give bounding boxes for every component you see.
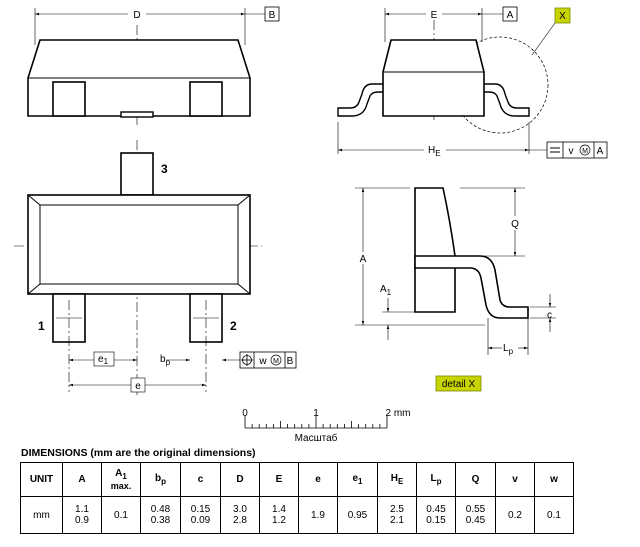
table-header-cell: Q (456, 463, 496, 497)
table-cell: 0.48 0.38 (141, 497, 181, 534)
table-header-cell: E (260, 463, 299, 497)
datum-A-label: A (506, 10, 514, 21)
scale-tick-0: 0 (242, 408, 248, 419)
table-cell: 1.4 1.2 (260, 497, 299, 534)
svg-text:M: M (273, 358, 279, 365)
table-header-cell: $H_E$ (378, 463, 417, 497)
detail-x-view (355, 188, 556, 391)
gull-wing-lead-right (482, 84, 529, 116)
scale-tick-2: 2 mm (385, 408, 411, 419)
table-header-cell: UNIT (21, 463, 63, 497)
tolerance-frame-w (240, 352, 296, 368)
table-cell: 1.9 (299, 497, 338, 534)
label-D: D (133, 10, 141, 21)
table-header-cell: $L_p$ (417, 463, 456, 497)
label-E: E (430, 10, 438, 21)
table-cell: mm (21, 497, 63, 534)
table-header-cell: $b_p$ (141, 463, 181, 497)
pin-3-label: 3 (161, 162, 168, 176)
table-header-cell: A (63, 463, 102, 497)
label-bp: $b_p$ (160, 354, 171, 367)
label-c: c (547, 310, 552, 321)
table-row (21, 497, 574, 534)
label-A1: $A_1$ (380, 284, 392, 297)
scale-bar (242, 408, 410, 444)
label-Q: Q (511, 219, 519, 230)
svg-text:w: w (259, 356, 267, 367)
pin-2-label: 2 (230, 319, 237, 333)
detail-x-caption: detail X (441, 379, 476, 390)
lead-3-top (121, 153, 153, 195)
svg-text:B: B (286, 356, 294, 367)
label-e1: $e_1$ (98, 354, 109, 366)
pin-1-label: 1 (38, 319, 45, 333)
scale-tick-1: 1 (313, 408, 319, 419)
datum-B-label: B (268, 10, 276, 21)
table-header-cell: w (535, 463, 574, 497)
table-header-cell: D (221, 463, 260, 497)
side-view (338, 7, 607, 158)
dimensions-title: DIMENSIONS (mm are the original dimensions) (21, 447, 256, 459)
tolerance-frame-v (547, 142, 607, 158)
table-header-cell: e (299, 463, 338, 497)
lead-3-side (121, 112, 153, 117)
package-plan-body (28, 195, 250, 294)
svg-text:v: v (568, 146, 574, 157)
svg-text:A: A (596, 146, 604, 157)
label-Lp: $L_p$ (503, 343, 514, 356)
plan-view (14, 140, 296, 395)
detail-X-marker-label: X (559, 11, 566, 22)
svg-text:M: M (582, 148, 588, 155)
label-e: e (135, 381, 141, 392)
table-header-row (21, 463, 574, 497)
table-cell: 3.0 2.8 (221, 497, 260, 534)
table-header-cell: $A_1$ max. (102, 463, 141, 497)
gull-wing-lead-left (338, 84, 385, 116)
table-cell: 0.55 0.45 (456, 497, 496, 534)
package-end-body (383, 40, 484, 116)
table-cell: 0.45 0.15 (417, 497, 456, 534)
table-cell: 0.95 (338, 497, 378, 534)
lead-1-side (53, 82, 85, 116)
table-cell: 0.2 (496, 497, 535, 534)
top-view (28, 7, 279, 125)
scale-caption: Масштаб (294, 433, 338, 444)
table-cell: 1.1 0.9 (63, 497, 102, 534)
label-HE: $H_E$ (428, 145, 441, 158)
table-header-cell: $e_1$ (338, 463, 378, 497)
label-A: A (359, 254, 367, 265)
table-cell: 0.15 0.09 (181, 497, 221, 534)
dimensions-table (20, 462, 574, 534)
lead-2-side (190, 82, 222, 116)
table-cell: 0.1 (102, 497, 141, 534)
table-header-cell: c (181, 463, 221, 497)
table-cell: 2.5 2.1 (378, 497, 417, 534)
table-cell: 0.1 (535, 497, 574, 534)
table-header-cell: v (496, 463, 535, 497)
detail-x-body (415, 188, 455, 312)
